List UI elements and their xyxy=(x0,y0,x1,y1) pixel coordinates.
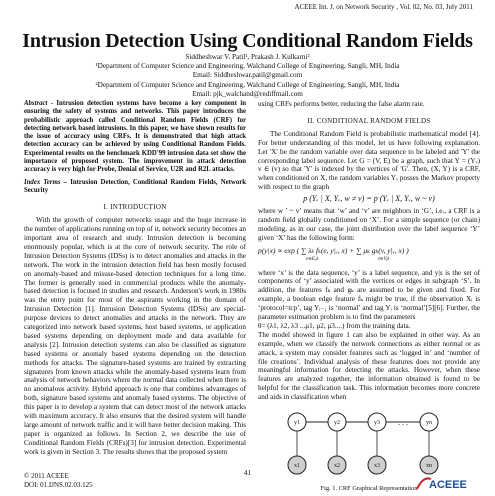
node-label-y3: y3 xyxy=(374,420,380,427)
aceee-logo xyxy=(415,475,473,491)
index-terms-label: Index Terms xyxy=(24,178,61,186)
left-column xyxy=(24,100,246,457)
affiliation-2: ²Department of Computer Science and Engineering, Walchand College of Engineering, Sangli, MH, India xyxy=(95,80,400,89)
crf-paragraph-4: The model showed in figure 1 can also be explained in other way. As an example, when we classify the network connections as either normal or as attack, a system may consider features such as ‘logged in’ and ‘number of file creations’. Individual analysis of these features does not provide any meaningful information for detecting the attacks. However, when these features are analyzed together, the information obtained is found to be helpful for the classification task. This information becomes more concrete and aids in classification when xyxy=(258,330,480,402)
crf-paragraph-3: where ‘x’ is the data sequence, ‘y’ is a label sequence, and y|s is the set of components of ‘y’ associated with the vertices or edges in subgraph ‘S’. In addition, the features fₖ and gₖ are assumed to be given and fixed. For example, a boolean edge feature fₖ might be true, if the observation Xᵢ is ‘protocol=tcp’, tag Yᵢ₋₁ is ‘normal’ and tag Yᵢ is ‘normal’[5][6]. Further, the parameter estimation problem is to find the parameters xyxy=(258,268,480,322)
equation-2-subscripts xyxy=(258,256,480,265)
aceee-logo-icon xyxy=(415,475,473,491)
node-label-xn: xn xyxy=(426,463,432,470)
running-header: ACEEE Int. J. on Network Security , Vol. 02, No. 03, July 2011 xyxy=(294,3,473,11)
abstract-label: Abstract xyxy=(24,100,48,107)
node-label-x1: x1 xyxy=(294,463,300,470)
affiliation-1: ¹Department of Computer Science and Engineering, Walchand College of Engineering, Sangli, MH, India xyxy=(95,62,400,71)
footer xyxy=(24,472,93,489)
equation-2-body: p(y|x) ∝ exp ( ∑ λₖ fₖ(e, y|ₑ, x) + ∑ μₖ gₖ(v, y|ᵥ, x) ) xyxy=(258,245,409,255)
intro-continuation: using CRFs performs better, reducing the false alarm rate. xyxy=(258,100,425,108)
crf-parameters: θ= (λ1, λ2, λ3 ...μ1, μ2, μ3....) from the training data. xyxy=(258,321,411,330)
email-2: Email: pjk_walchand@rediffmail.com xyxy=(192,89,303,98)
figure-caption: Fig. 1. CRF Graphical Representation xyxy=(320,485,418,492)
node-label-y1: y1 xyxy=(294,420,300,427)
equation-2-sub-2: v∈V,k xyxy=(377,256,390,262)
index-terms xyxy=(24,179,246,196)
equation-1: p (Yᵥ | X, Yᵥ, w ≠ v) = p (Yᵥ | X, Yᵥ, w ~ v) xyxy=(303,194,435,204)
abstract xyxy=(24,100,246,175)
index-terms-text: – Intrusion Detection, Conditional Random Fields, Network Security xyxy=(24,178,247,194)
crf-paragraph-2: where w ’ ~ v’ means that ‘w’ and ‘v’ are neighbors in ‘G’, i.e., a CRF is a random field globally conditioned on ‘X’. For a simple sequence (or chain) modeling, as in our case, the joint distribution over the label sequence ‘Y’ given ‘X’ has the following form: xyxy=(258,207,480,242)
right-column xyxy=(258,100,480,490)
copyright: © 2011 ACEEE xyxy=(24,472,69,480)
author-names: Siddheshwar V. Patil¹, Prakash J. Kulkarni² xyxy=(185,53,310,61)
crf-paragraph-1: The Conditional Random Field is probabilistic mathematical model [4]. For better understanding of this model, let us have following explanation. Let 'X' be the random variable over data sequence to be labeled and 'Y' the corresponding label sequence. Let G = (V, E) be a graph, such that Y = (Yᵥ) v ∈ (v) so that 'Y' is indexed by the vertices of 'G'. Then, (X, Y) is a CRF, when conditioned on X, the random variables Yᵥ posses the Markov property with respect to the graph xyxy=(258,129,480,192)
page-number: 41 xyxy=(243,468,252,477)
doi: DOI: 01.IJNS.02.03.125 xyxy=(24,480,93,489)
observation-edges xyxy=(297,431,429,456)
node-label-x2: x2 xyxy=(334,463,340,470)
section-2-heading: II. CONDITIONAL RANDOM FIELDS xyxy=(307,116,431,125)
equation-2-sub-1: e∈E,k xyxy=(306,256,319,262)
node-label-x3: x3 xyxy=(374,463,380,470)
section-1-heading: I. INTRODUCTION xyxy=(103,203,167,212)
ellipsis-glyph: . . . xyxy=(398,418,408,428)
email-1: Email: Siddheshwar.patil@gmail.com xyxy=(192,71,303,80)
logo-text: ACEEE xyxy=(429,479,467,491)
node-label-y2: y2 xyxy=(334,420,340,427)
node-label-yn: yn xyxy=(426,420,432,427)
equation-2 xyxy=(258,247,480,265)
paper-title: Intrusion Detection Using Conditional Random Fields xyxy=(22,30,473,52)
intro-paragraph: With the growth of computer networks usage and the huge increase in the number of applications running on top of it, network security becomes an important area of research and study. Intrusion detection is becoming enormously popular, which is at the core of network security. The role of Intrusion Detection Systems (IDSs) is to detect anomalies and attacks in the network. The work in the intrusion detection field has been mostly focused on anomaly-based and misuse-based detection techniques for a long time. The former is generally used in commercial products while the anomaly-based detection is focused in studies and research. Anderson's work in 1980s was the entry point for most of the aspirants working in the domain of Intrusion Detection [1]. Intrusion Detection Systems (IDSs) are special-purpose devices to detect anomalies and attacks in the network. They are categorized into network based systems, host based systems, or application based systems depending on deployment mode and data available for analysis [2]. Intrusion detection systems can also be classified as signature based systems or anomaly based systems depending on the detection methods for attacks. The signature-based systems are trained by extracting signatures from known attacks while the anomaly-based systems learn from analysis of network behaviors where the normal data collected when there is no anomalous activity. Hybrid approach is one that combines advantages of both, signature based systems and anomaly based systems. The objective of this paper is to develop a system that can detect most of the network attacks with maximum accuracy. It also ensures that the desired system will handle large amount of network traffic and it will have better decision making. This paper is organized as follows. In Section 2, we describe the use of Conditional Random Fields (CRFs)[3] for intrusion detection. Experimental work is given in Section 3. The results shows that the proposed system xyxy=(24,216,246,456)
author-block xyxy=(0,53,495,99)
abstract-text: - Intrusion detection systems have become a key component in ensuring the safety of systems and networks. This paper introduces the probabilistic approach called Conditional Random Fields (CRF) for detecting network based intrusions. In this paper, we have shown results for the issue of accuracy using CRFs. It is demonstrated that high attack detection accuracy can be achieved by using Conditional Random Fields. Experimental results on the benchmark KDD'99 intrusion data set show the importance of proposed system. The improvement in attack detection accuracy is very high for Probe, Denial of Service, U2R and R2L attacks. xyxy=(24,100,246,174)
